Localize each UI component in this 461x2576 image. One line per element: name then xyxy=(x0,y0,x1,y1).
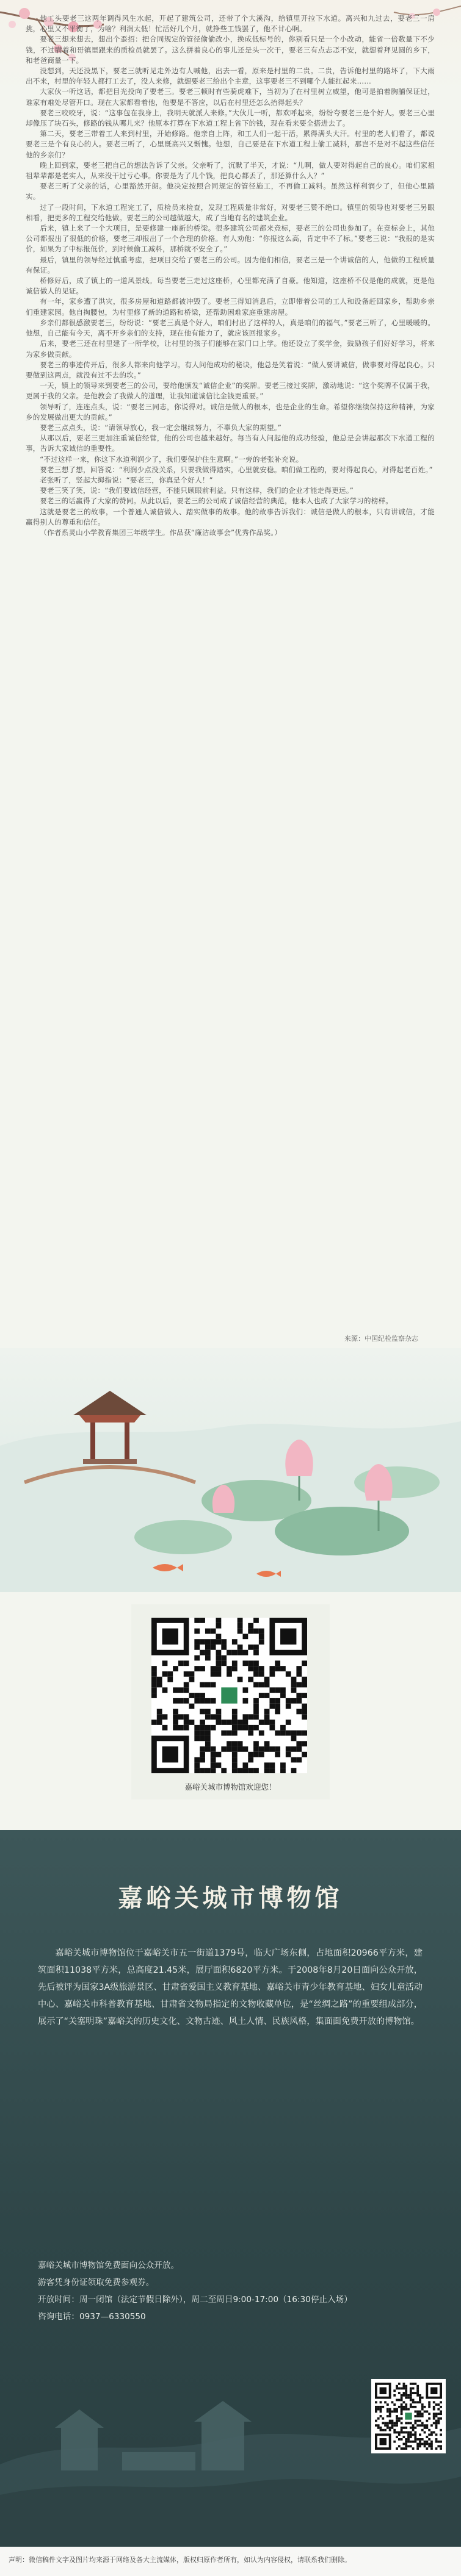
story-paragraph: 大家伙一听这话，都把目光投向了要老三。要老三顿时有些骑虎难下，当初为了在村里树立威望，他可是拍着胸脯保证过，谁家有难处尽管开口。现在大家都看着他，他要是不答应，以后在村里还怎么抬得起头？ xyxy=(26,87,435,107)
story-paragraph: 这就是要老三的故事，一个普通人诚信做人、踏实做事的故事。他的故事告诉我们：诚信是做人的根本，只有讲诚信，才能赢得别人的尊重和信任。 xyxy=(26,507,435,526)
story-paragraph: 要老三笑了笑，说：“我们要诚信经营，不能只顾眼前利益。只有这样，我们的企业才能走得更远。” xyxy=(40,486,354,495)
museum-section xyxy=(0,1830,461,2547)
story-paragraph: “不过这样一来，你这下水道利润少了，我们要保护住生意啊。”一旁的老张补充说。 xyxy=(40,454,303,464)
story-paragraph: 要老三咬咬牙，说：“这事包在我身上，我明天就派人来修。”大伙儿一听，都欢呼起来，纷纷夸要老三是个好人。要老三心里却像压了块石头，修路的钱从哪儿来？他原本打算在下水道工程上省下的钱，现在看来要全搭进去了。 xyxy=(26,108,435,128)
qr-code-icon[interactable] xyxy=(151,1618,307,1773)
info-line: 游客凭身份证领取免费参观券。 xyxy=(38,2278,154,2287)
museum-qr-wrapper xyxy=(371,2379,446,2453)
lotus-pond-illustration xyxy=(0,1348,461,1592)
story-paragraph: 过了一段时间，下水道工程完工了，质检员来检查，发现工程质量非常好，对要老三赞不绝口。镇里的领导也对要老三另眼相看，把更多的工程交给他做。要老三的公司越做越大，成了当地有名的建筑企业。 xyxy=(26,203,435,222)
story-paragraph: 没想到，天还没黑下，要老三就听见走外边有人喊他，出去一看，原来是村里的二贵。二贵，告诉他村里的路坏了，下大雨出不来，村里的年轻人都打工去了，没人来修，就想要老三给出个主意，这事要老三不到哪个人能扛起来…… xyxy=(26,66,435,86)
museum-info xyxy=(38,2257,416,2325)
story-paragraph: 第二天，要老三带着工人来到村里，开始修路。他亲自上阵，和工人们一起干活，累得满头大汗。村里的老人们看了，都说要老三是个有良心的人。要老三听了，心里既高兴又惭愧。他想，自己要是在下水道工程上偷工减料，那岂不是对不起这些信任他的乡亲们？ xyxy=(26,129,435,159)
disclaimer-bar xyxy=(0,2547,461,2576)
story-paragraph: 桥修好后，成了镇上的一道风景线。每当要老三走过这座桥，心里都充满了自豪。他知道，这座桥不仅是他的成就，更是他诚信做人的见证。 xyxy=(26,276,435,296)
qr-code-card xyxy=(131,1604,330,1799)
story-paragraph: 乡亲们都很感激要老三，纷纷说：“要老三真是个好人，咱们村出了这样的人，真是咱们的福气。”要老三听了，心里暖暖的。他想，自己能有今天，离不开乡亲们的支持，现在他有能力了，就应该回报家乡。 xyxy=(26,318,435,338)
museum-qr-code-icon[interactable] xyxy=(375,2383,442,2450)
story-paragraph: 最后，镇里的领导经过慎重考虑，把项目交给了要老三的公司。因为他们相信，要老三是一个讲诚信的人，他做的工程质量有保证。 xyxy=(26,255,435,274)
museum-title: 嘉峪关城市博物馆 xyxy=(118,1884,343,1912)
story-paragraph: 领导听了，连连点头，说：“要老三同志，你说得对。诚信是做人的根本，也是企业的生命。希望你继续保持这种精神，为家乡的发展做出更大的贡献。” xyxy=(26,402,435,422)
source-line: 来源：中国纪检监察杂志 xyxy=(344,1335,418,1343)
museum-description: 嘉峪关城市博物馆位于嘉峪关市五一街道1379号，临大广场东侧，占地面积20966平方米，建筑面积11038平方米，总高度21.45米，展厅面积6820平方米。于2008年8月20日面向公众开放，先后被评为国家3A级旅游景区、甘肃省爱国主义教育基地、嘉峪关市青少年教育基地、妇女儿童活动中心、嘉峪关市科普教育基地、甘肃省文物局指定的文物收藏单位，是“丝绸之路”的重要组成部分，展示了“关塞明珠”嘉峪关的历史文化、文物古迹、风土人情、民族风格，集面面免费开放的博物馆。 xyxy=(38,1948,423,2026)
story-paragraph: 后来，镇上来了一个大项目，是要修建一座新的桥梁。很多建筑公司都来竞标，要老三的公司也参加了。在竞标会上，其他公司都报出了很低的价格，要老三却报出了一个合理的价格。有人劝他：“你报这么高，肯定中不了标。”要老三说：“我报的是实价，如果为了中标报低价，到时候偷工减料，那桥就不安全了。” xyxy=(26,224,435,254)
story-paragraph: 后来，要老三还在村里建了一所学校，让村里的孩子们能够在家门口上学。他还设立了奖学金，鼓励孩子们好好学习，将来为家乡做贡献。 xyxy=(26,339,435,359)
qr-caption: 嘉峪关城市博物馆欢迎您！ xyxy=(184,1782,277,1792)
story-paragraph: （作者系灵山小学教育集团三年级学生。作品获“廉洁故事会”优秀作品奖。） xyxy=(40,528,281,537)
story-paragraph: 他工头要老三这两年调得风生水起，开起了建筑公司，还带了个大溪沟，给镇里开拉下水道。离兴和九过去，要老三一肩挑，心里又不平衡了，为啥？利润太低！忙活好几个月，就挣些工钱罢了，他不甘心啊。 xyxy=(26,14,435,34)
story-paragraph: 晚上回到家，要老三把自己的想法告诉了父亲。父亲听了，沉默了半天，才说：“儿啊，做人要对得起自己的良心。咱们家祖祖辈辈都是老实人，从来没干过亏心事。你要是为了几个钱，把良心都丢了，那还算什么人？” xyxy=(26,160,435,181)
info-line: 开放时间：周一闭馆（法定节假日除外），周二至周日9:00-17:00（16:30停止入场） xyxy=(38,2295,352,2305)
story-paragraph: 要老三想了想，回答说：“利润少点没关系，只要我做得踏实，心里就安稳。咱们做工程的，要对得起良心，对得起老百姓。” xyxy=(40,465,433,474)
story-text xyxy=(26,13,435,1331)
story-paragraph: 从那以后，要老三更加注重诚信经营，他的公司也越来越好。每当有人问起他的成功经验，他总是会讲起那次下水道工程的事，告诉大家诚信的重要性。 xyxy=(26,434,435,453)
info-line: 咨询电话：0937—6330550 xyxy=(38,2312,146,2322)
story-paragraph: 要老三点点头，说：“请领导放心，我一定会继续努力，不辜负大家的期望。” xyxy=(40,423,281,432)
story-paragraph: 老张听了，竖起大拇指说：“要老三，你真是个好人！” xyxy=(40,475,213,484)
story-paragraph: 要老三的话赢得了大家的赞同。从此以后，要老三的公司成了诚信经营的典范，他本人也成了大家学习的榜样。 xyxy=(40,497,393,506)
lotus-pavilion-icon xyxy=(0,1348,461,1592)
disclaimer-text: 声明：微信稿件文字及图片均来源于网络及各大主流媒体，版权归原作者所有，如认为内容侵权，请联系我们删除。 xyxy=(9,2556,351,2564)
story-paragraph: 要老三听了父亲的话，心里豁然开朗。他决定按照合同规定的管径施工，不再偷工减料。虽然这样利润少了，但他心里踏实。 xyxy=(26,182,435,201)
story-paragraph: 一天，镇上的领导来到要老三的公司，要给他颁发“诚信企业”的奖牌。要老三接过奖牌，激动地说：“这个奖牌不仅属于我，更属于我的父亲。是他教会了我做人的道理，让我知道诚信比金钱更重要。” xyxy=(26,381,435,401)
info-line: 嘉峪关城市博物馆免费面向公众开放。 xyxy=(38,2261,180,2270)
story-paragraph: 有一年，家乡遭了洪灾，很多房屋和道路都被冲毁了。要老三得知消息后，立即带着公司的工人和设备赶回家乡，帮助乡亲们重建家园。他自掏腰包，为村里修了新的道路和桥梁，还帮助困难家庭重建房屋。 xyxy=(26,297,435,317)
story-paragraph: 要老三的事迹传开后，很多人都来向他学习。有人问他成功的秘诀，他总是笑着说：“做人要讲诚信，做事要对得起良心。只要做到这两点，就没有过不去的坎。” xyxy=(26,360,435,379)
story-paragraph: 要老三想来想去，想出个歪招：把合同规定的管径偷偷改小，换成低标号的，你别看只是一个小改动，能省一倍数量下不少钱，不过瞒着和哥镇里跟来的质检员就罢了。这么拼着良心的事儿还是头一次干，要老三有点忐忑不安，就想着拜见圆的乡下，和老爸商量一下。 xyxy=(26,35,435,65)
